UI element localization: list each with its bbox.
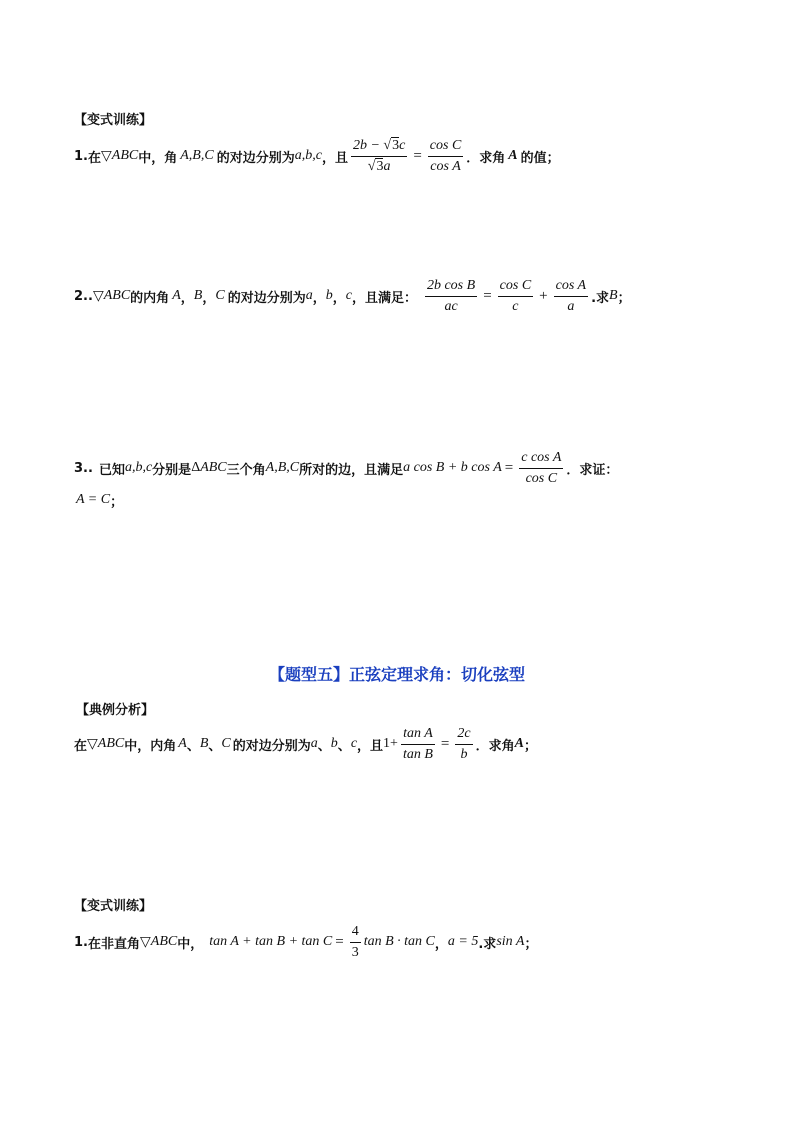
fraction: $\frac{\text{cos C}}{\text{cos A}}$ — [429, 137, 462, 174]
fraction: $\frac{\text{c cos A}}{\text{cos C}}$ — [521, 449, 562, 486]
example-block — [74, 700, 537, 764]
fraction: $\frac{4}{3}$ — [351, 923, 359, 960]
exercise-block-3 — [74, 448, 618, 512]
problem-5: 1. 在非直角 ▽ ABC 中， tan A + tan B + tan C = $\frac{4}{3}$ tan B · tan C ， a = 5 .求 sin A ； — [74, 923, 538, 960]
example-problem: 在 ▽ ABC 中，内角 A 、 B 、 C 的对边分别为 a 、 b 、 c ，且 1+ $\frac{\text{tan A}}{\text{tan B}}$ = $\frac{2c}{b}$ ．求角 A ； — [74, 725, 537, 762]
exercise-block-1 — [74, 110, 560, 176]
section-tag-variant-training: 【变式训练】 — [74, 113, 153, 128]
exercise-block-4 — [74, 896, 537, 962]
fraction: $\frac{\text{tan A}}{\text{tan B}}$ — [402, 725, 433, 762]
fraction: $\frac{\text{cos C}}{c}$ — [499, 277, 532, 314]
section-tag-example-analysis: 【典例分析】 — [76, 703, 155, 718]
problem-3: 3.. 已知 a,b,c 分别是 Δ ABC 三个角 A,B,C 所对的边，且满足 a cos B + b cos A = $\frac{\text{c cos A}}{\text{cos C}}$ ．求证： — [74, 449, 619, 486]
fraction: $\frac{\text{2b cos B}}{ac}$ — [426, 277, 476, 314]
exercise-block-2 — [74, 276, 631, 316]
fraction: $\frac{\text{cos A}}{a}$ — [555, 277, 587, 314]
problem-2: 2.. ▽ ABC 的内角 A ， B ， C 的对边分别为 a ， b ， c ，且满足： $\frac{\text{2b cos B}}{ac}$ = $\frac{\text{cos C}}{c}$ + $\frac{\text{cos A}}{a}$ .求 B ； — [74, 277, 631, 314]
section-tag-variant-training-2: 【变式训练】 — [74, 899, 153, 914]
fraction: $\frac{2c}{b}$ — [457, 725, 471, 762]
problem-1: 1. 在 ▽ ABC 中，角 A,B,C 的对边分别为 a,b,c ，且 $\frac{2b - √3c}{√3a}$ = $\frac{\text{cos C}}{\text{cos A}}$ ．求角 A 的值； — [74, 137, 560, 174]
problem-3-line-2: A = C ； — [76, 492, 124, 510]
section-heading: 【题型五】正弦定理求角：切化弦型 — [268, 665, 525, 684]
fraction: $\frac{2b - √3c}{√3a}$ — [352, 137, 406, 174]
